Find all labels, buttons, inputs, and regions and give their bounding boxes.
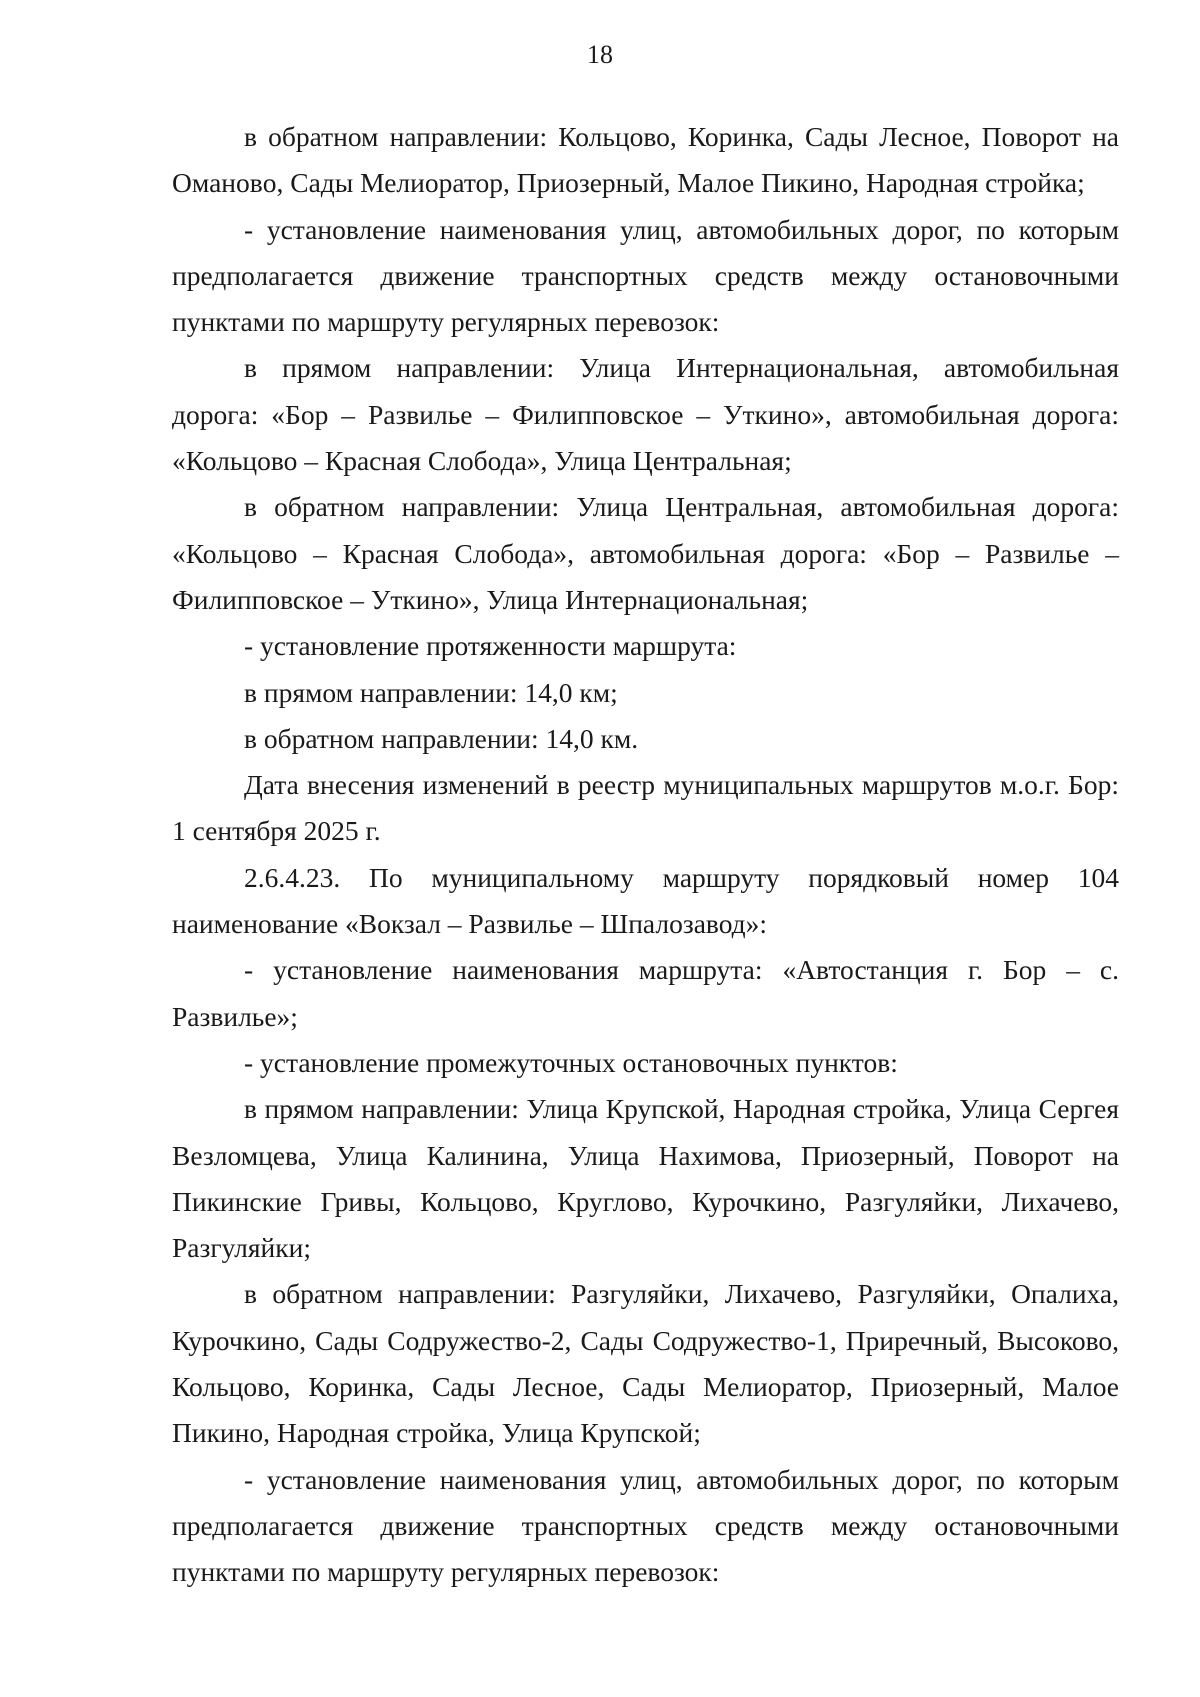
paragraph-return-streets: в обратном направлении: Улица Центральная, автомобильная дорога: «Кольцово – Красная Слобода», автомобильная дорога: «Бор – Развилье – Филипповское – Уткино», Улица Интернациональная; [172, 491, 1119, 615]
paragraph-forward-length: в прямом направлении: 14,0 км; [244, 676, 618, 708]
document-body [172, 114, 1119, 1596]
paragraph-return-stops-continued: в обратном направлении: Кольцово, Коринка, Сады Лесное, Поворот на Омановo, Сады Мелиоратор, Приозерный, Малое Пикино, Народная стройка; [172, 121, 1119, 199]
paragraph-stops-heading: - установление промежуточных остановочных пунктов: [244, 1046, 898, 1078]
paragraph-return-stops: в обратном направлении: Разгуляйки, Лихачево, Разгуляйки, Опалиха, Курочкино, Сады Содружество-2, Сады Содружество-1, Приречный, Высоково, Кольцово, Коринка, Сады Лесное, Сады Мелиоратор, Приозерный, Малое Пикино, Народная стройка, Улица Крупской; [172, 1278, 1119, 1449]
paragraph-streets-heading: - установление наименования улиц, автомобильных дорог, по которым предполагается движение транспортных средств между остановочными пунктами по маршруту регулярных перевозок: [172, 213, 1119, 338]
paragraph-section-2-6-4-23: 2.6.4.23. По муниципальному маршруту порядковый номер 104 наименование «Вокзал – Развилье – Шпалозавод»: [172, 861, 1119, 940]
paragraph-length-heading: - установление протяженности маршрута: [244, 630, 737, 662]
page-number: 18 [587, 40, 613, 69]
paragraph-forward-streets: в прямом направлении: Улица Интернациональная, автомобильная дорога: «Бор – Развилье – Филипповское – Уткино», автомобильная дорога: «Кольцово – Красная Слобода», Улица Центральная; [172, 352, 1119, 477]
paragraph-return-length: в обратном направлении: 14,0 км. [244, 722, 639, 754]
paragraph-route-name: - установление наименования маршрута: «Автостанция г. Бор – с. Развилье»; [172, 954, 1119, 1032]
paragraph-registry-date: Дата внесения изменений в реестр муниципальных маршрутов м.о.г. Бор: 1 сентября 2025 г. [172, 769, 1119, 847]
paragraph-forward-stops: в прямом направлении: Улица Крупской, Народная стройка, Улица Сергея Везломцева, Улица Калинина, Улица Нахимова, Приозерный, Поворот на Пикинские Гривы, Кольцово, Круглово, Курочкино, Разгуляйки, Лихачево, Разгуляйки; [172, 1093, 1119, 1264]
paragraph-streets-heading-2: - установление наименования улиц, автомобильных дорог, по которым предполагается движение транспортных средств между остановочными пунктами по маршруту регулярных перевозок: [172, 1463, 1119, 1588]
